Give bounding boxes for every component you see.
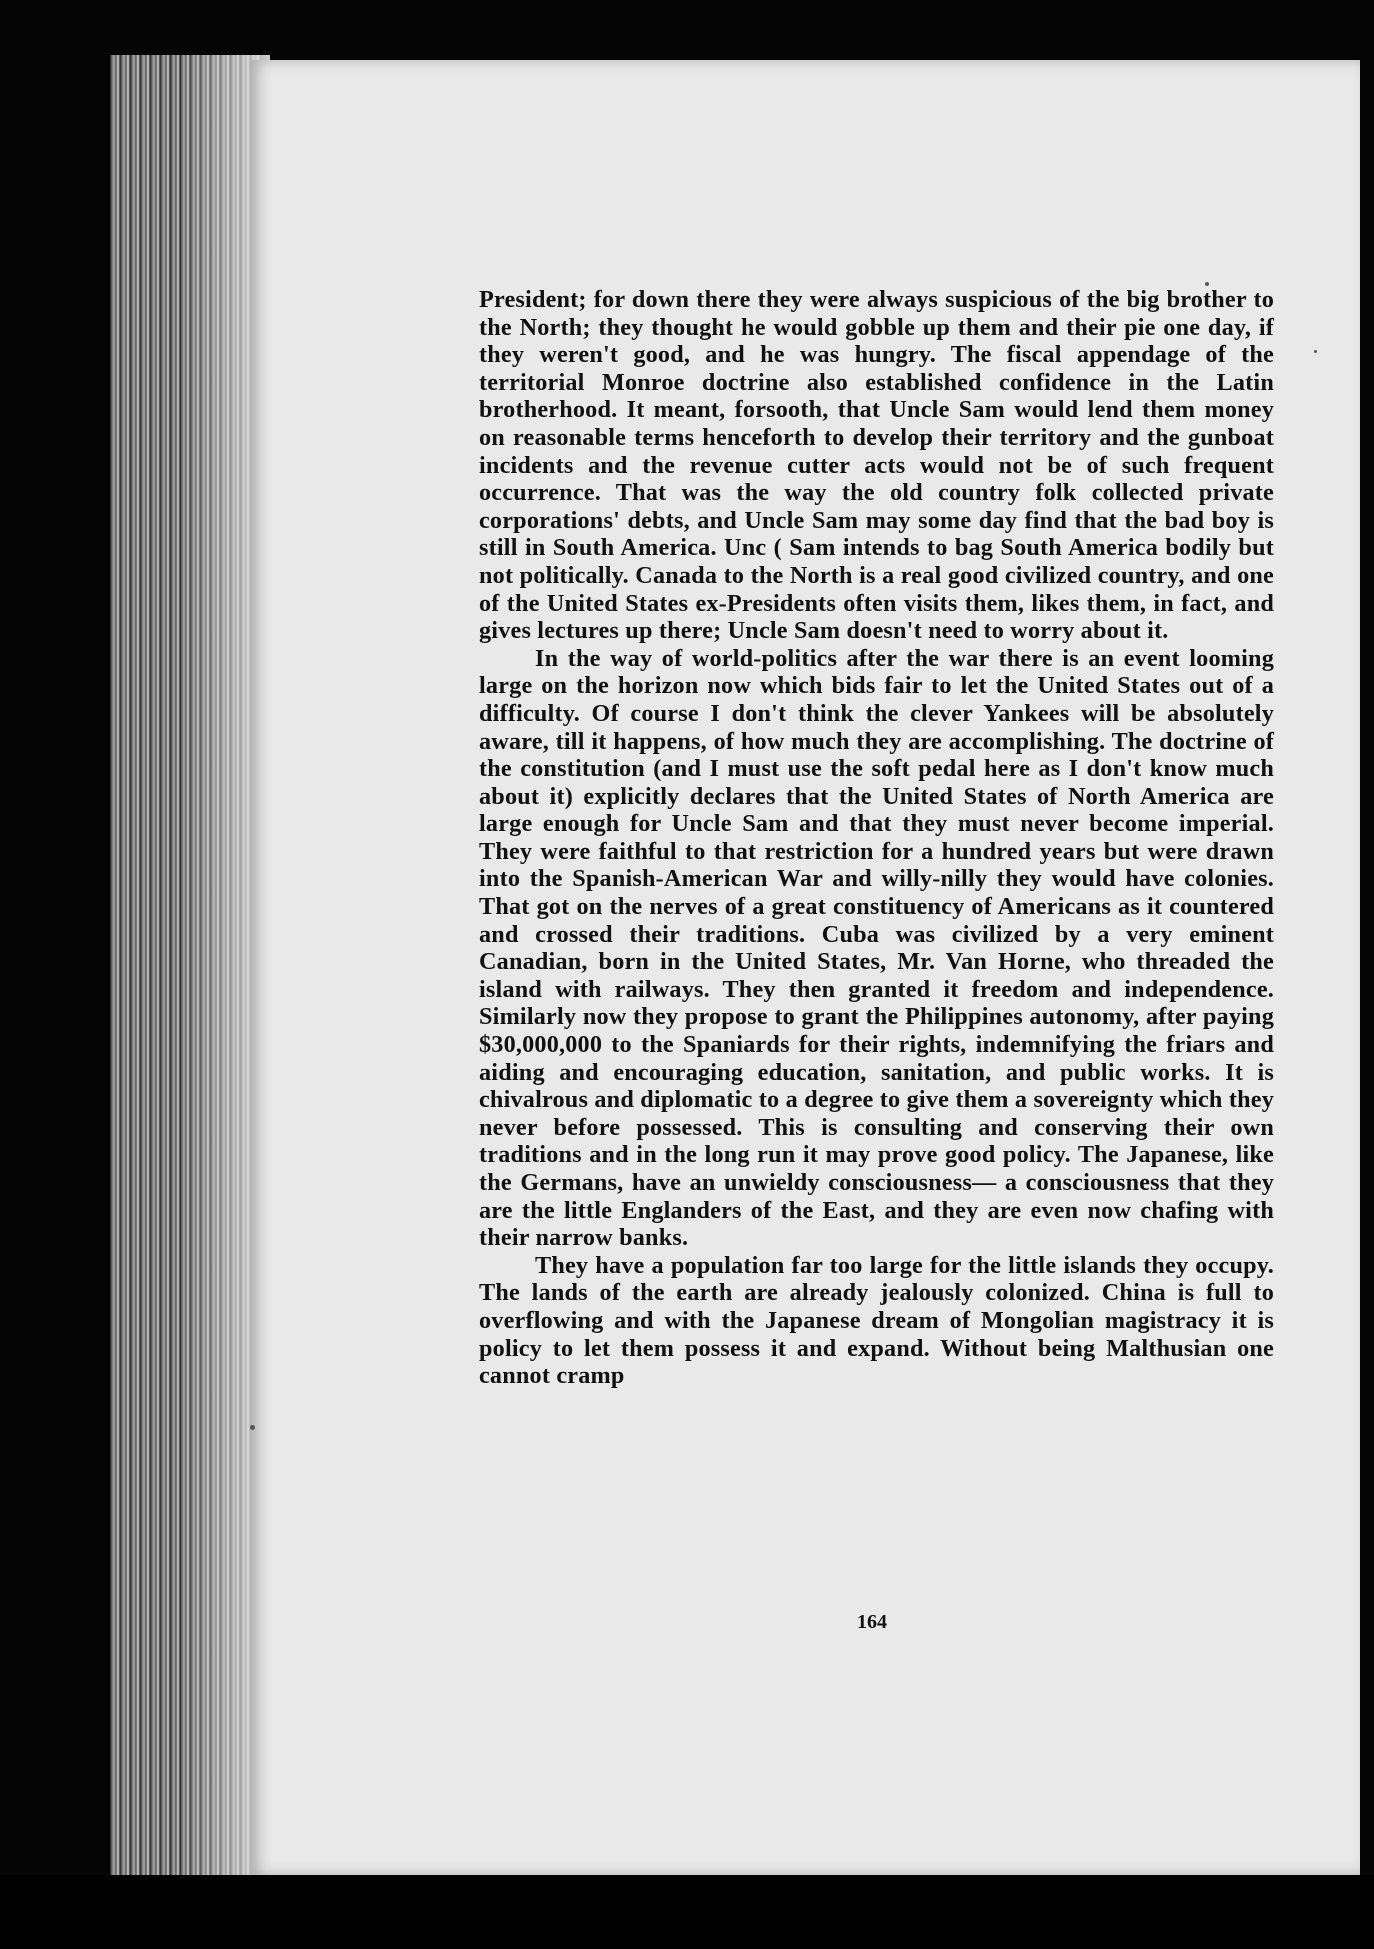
page-number: 164 — [857, 1611, 887, 1633]
paragraph-2: In the way of world-politics after the war there is an event looming large on the horizon now which bids fair to let the United States out of a difficulty. Of course I don't think the clever Yankees will be absolutely aware, till it happens, of how much they are accomplishing. The doctrine of the constitution (and I must use the soft pedal here as I don't know much about it) explicitly declares that the United States of North America are large enough for Uncle Sam and that they must never become imperial. They were faithful to that restriction for a hundred years but were drawn into the Spanish-American War and willy-nilly they would have colonies. That got on the nerves of a great constituency of Americans as it countered and crossed their traditions. Cuba was civilized by a very eminent Canadian, born in the United States, Mr. Van Horne, who threaded the island with railways. They then granted it freedom and independence. Similarly now they propose to grant the Philippines autonomy, after paying $30,000,000 to the Spaniards for their rights, indemnifying the friars and aiding and encouraging education, sanitation, and public works. It is chivalrous and diplomatic to a degree to give them a sovereignty which they never before possessed. This is consulting and conserving their own traditions and in the long run it may prove good policy. The Japanese, like the Germans, have an unwieldy consciousness— a consciousness that they are the little Englanders of the East, and they are even now chafing with their narrow banks. — [479, 644, 1274, 1252]
body-text — [479, 286, 1274, 1390]
paper-speck — [250, 1425, 255, 1430]
scan-bottom-margin — [0, 1875, 1374, 1949]
paragraph-3: They have a population far too large for the little islands they occupy. The lands of the earth are already jealously colonized. China is full to overflowing and with the Japanese dream of Mongolian magistracy it is policy to let them possess it and expand. Without being Malthusian one cannot cramp — [479, 1251, 1274, 1390]
paper-speck — [1314, 350, 1317, 353]
paragraph-1: President; for down there they were always suspicious of the big brother to the North; they thought he would gobble up them and their pie one day, if they weren't good, and he was hungry. The fiscal appendage of the territorial Monroe doctrine also established confidence in the Latin brotherhood. It meant, forsooth, that Uncle Sam would lend them money on reasonable terms henceforth to develop their territory and the gunboat incidents and the revenue cutter acts would not be of such frequent occurrence. That was the way the old country folk collected private corporations' debts, and Uncle Sam may some day find that the bad boy is still in South America. Unc ( Sam intends to bag South America bodily but not politically. Canada to the North is a real good civilized country, and one of the United States ex-Presidents often visits them, likes them, in fact, and gives lectures up there; Uncle Sam doesn't need to worry about it. — [479, 286, 1274, 645]
